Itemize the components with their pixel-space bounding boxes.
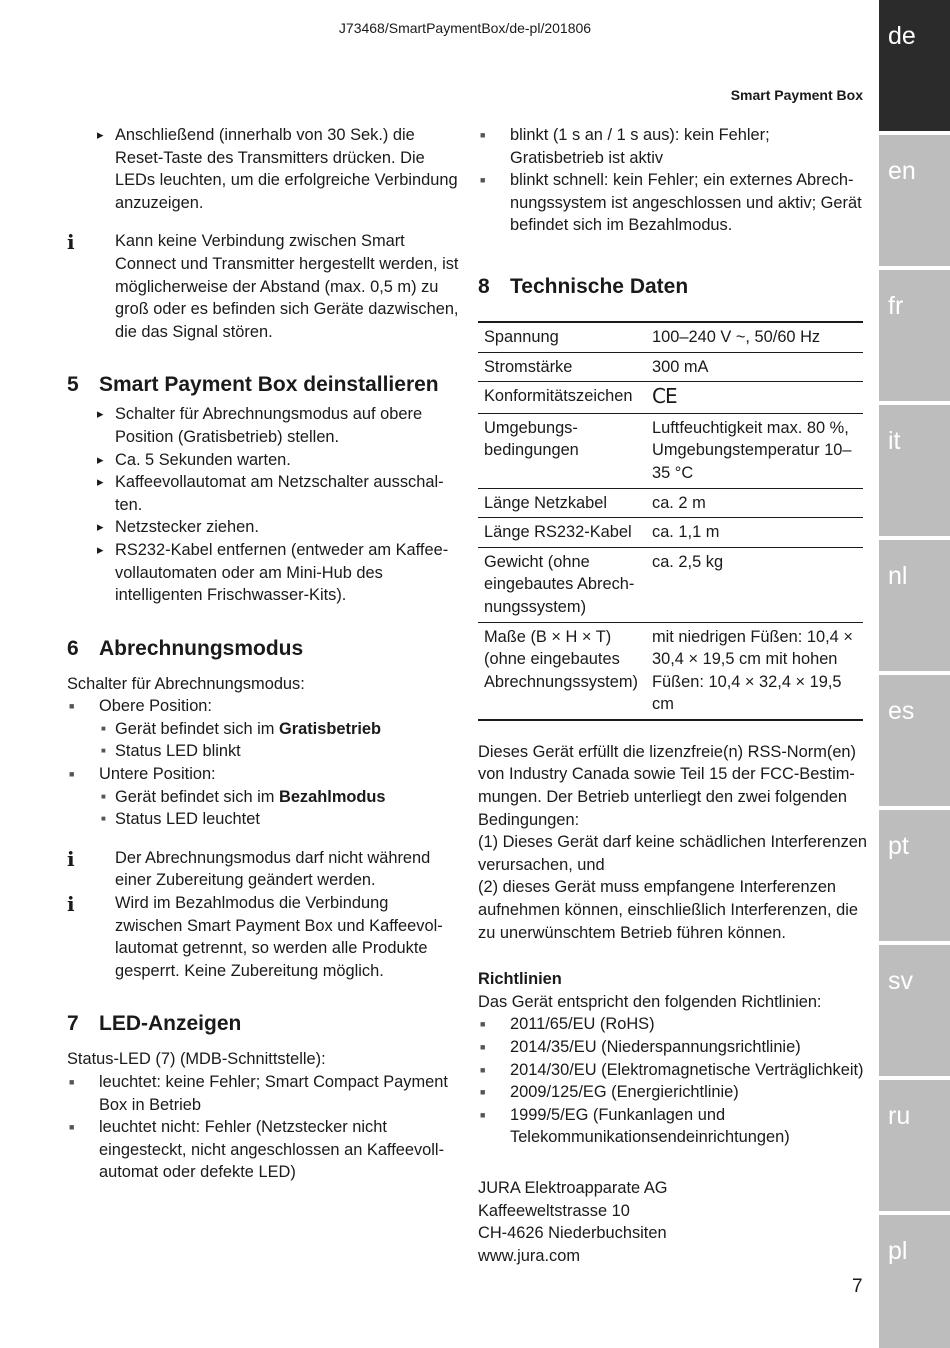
right-column (478, 124, 868, 1267)
spec-value: ca. 2,5 kg (646, 547, 863, 622)
sub-list-item: ■ Status LED blinkt (67, 740, 459, 763)
paragraph: (1) Dieses Gerät darf keine schädlichen Interferenzen verursachen, und (478, 833, 868, 874)
section-heading (67, 1010, 459, 1038)
ce-mark-icon: CE (652, 384, 677, 409)
section-heading (67, 635, 459, 663)
list-item: ■ Obere Position: (67, 695, 459, 718)
list-item: ■ 2014/30/EU (Elektromagnetische Verträglichkeit) (478, 1059, 868, 1082)
spec-key: Länge RS232-Kabel (478, 518, 646, 548)
info-icon: i (67, 230, 75, 255)
spec-key: Maße (B × H × T) (ohne eingebautes Abrechnungssystem) (478, 622, 646, 720)
spec-value: 100–240 V ~, 50/60 Hz (646, 322, 863, 352)
left-column (67, 124, 459, 1184)
section-heading (67, 371, 459, 399)
running-header-title: Smart Payment Box (730, 87, 863, 103)
sub-list-item: ■ Status LED leuchtet (67, 808, 459, 831)
spec-value: 300 mA (646, 352, 863, 382)
language-tabs (879, 0, 950, 1348)
list-item: ■ 2009/125/EG (Energierichtlinie) (478, 1081, 868, 1104)
section-title: Abrechnungsmodus (99, 636, 304, 660)
table-row (478, 518, 863, 548)
tab-language-pt[interactable]: pt (879, 810, 950, 941)
table-row (478, 547, 863, 622)
table-row (478, 413, 863, 488)
list-item: ■ leuchtet nicht: Fehler (Netzstecker nicht eingesteckt, nicht angeschlossen an Kaffeevollautomat oder defekte LED) (67, 1116, 459, 1184)
section-number: 6 (67, 636, 79, 660)
spec-key: Umgebungsbedingungen (478, 413, 646, 488)
tab-language-sv[interactable]: sv (879, 945, 950, 1076)
tab-language-de[interactable]: de (879, 0, 950, 131)
list-item: ■ 2011/65/EU (RoHS) (478, 1013, 868, 1036)
info-icon: i (67, 846, 75, 871)
info-note (67, 230, 459, 343)
spec-key: Stromstärke (478, 352, 646, 382)
section-number: 7 (67, 1012, 79, 1036)
instruction-step: ▸ Ca. 5 Sekunden warten. (67, 449, 459, 472)
instruction-step: ▸ Netzstecker ziehen. (67, 516, 459, 539)
instruction-step: ▸ RS232-Kabel entfernen (entweder am Kaffeevollautomaten oder am Mini-Hub des intelligenten Frischwasser-Kits). (67, 539, 459, 607)
tab-language-fr[interactable]: fr (879, 270, 950, 401)
sub-list-item-text: Gerät befindet sich im (115, 787, 279, 806)
tab-language-ru[interactable]: ru (879, 1080, 950, 1211)
section-number: 8 (478, 274, 490, 298)
table-row (478, 488, 863, 518)
address-line: CH-4626 Niederbuchsiten (478, 1224, 667, 1243)
spec-key: Gewicht (ohne eingebautes Abrechnungssystem) (478, 547, 646, 622)
tab-language-pl[interactable]: pl (879, 1215, 950, 1348)
tab-language-nl[interactable]: nl (879, 540, 950, 671)
sub-list-item-text: Gerät befindet sich im (115, 719, 279, 738)
section-title: LED-Anzeigen (99, 1012, 242, 1036)
list-item: ■ Untere Position: (67, 763, 459, 786)
sub-list-item (67, 786, 459, 809)
section-title: Technische Daten (510, 274, 689, 298)
instruction-step: ▸ Anschließend (innerhalb von 30 Sek.) die Reset-Taste des Transmitters drücken. Die LEDs leuchten, um die erfolgreiche Verbindung anzuzeigen. (67, 124, 459, 214)
spec-key: Konformitätszeichen (478, 382, 646, 414)
tab-language-en[interactable]: en (879, 135, 950, 266)
subsection-heading: Richtlinien (478, 970, 562, 989)
spec-value: mit niedrigen Füßen: 10,4 × 30,4 × 19,5 cm mit hohen Füßen: 10,4 × 32,4 × 19,5 cm (646, 622, 863, 720)
list-item: ■ 2014/35/EU (Niederspannungsrichtlinie) (478, 1036, 868, 1059)
info-note (67, 847, 459, 892)
tab-language-it[interactable]: it (879, 405, 950, 536)
website-link[interactable]: www.jura.com (478, 1246, 581, 1265)
spec-key: Spannung (478, 322, 646, 352)
info-note (67, 892, 459, 982)
section-number: 5 (67, 373, 79, 397)
bold-term: Gratisbetrieb (278, 719, 382, 738)
tab-language-es[interactable]: es (879, 675, 950, 806)
document-id: J73468/SmartPaymentBox/de-pl/201806 (338, 20, 592, 36)
address-line: Kaffeeweltstrasse 10 (478, 1201, 630, 1220)
info-icon: i (67, 892, 75, 917)
table-row (478, 382, 863, 414)
paragraph: Schalter für Abrechnungsmodus: (67, 674, 305, 693)
instruction-step: ▸ Kaffeevollautomat am Netzschalter ausschalten. (67, 471, 459, 516)
info-note-text: Der Abrechnungsmodus darf nicht während einer Zubereitung geändert werden. (115, 848, 431, 890)
paragraph: Dieses Gerät erfüllt die lizenzfreie(n) RSS-Norm(en) von Industry Canada sowie Teil 15 der FCC-Bestimmungen. Der Betrieb unterliegt den zwei folgenden Bedingungen: (478, 742, 857, 829)
specifications-table (478, 321, 863, 721)
spec-value (646, 382, 863, 414)
section-heading (478, 273, 868, 301)
page-number: 7 (852, 1276, 863, 1297)
info-note-text: Wird im Bezahlmodus die Verbindung zwischen Smart Payment Box und Kaffeevollautomat getrennt, so werden alle Produkte gesperrt. Keine Zubereitung möglich. (115, 894, 443, 980)
spec-value: ca. 1,1 m (646, 518, 863, 548)
spec-value: ca. 2 m (646, 488, 863, 518)
address-line: JURA Elektroapparate AG (478, 1178, 668, 1197)
section-title: Smart Payment Box deinstallieren (99, 373, 439, 397)
list-item: ■ 1999/5/EG (Funkanlagen und Telekommunikationsendeinrichtungen) (478, 1104, 868, 1149)
paragraph: Das Gerät entspricht den folgenden Richtlinien: (478, 992, 822, 1011)
sub-list-item (67, 718, 459, 741)
info-note-text: Kann keine Verbindung zwischen Smart Connect und Transmitter hergestellt werden, ist möglicherweise der Abstand (max. 0,5 m) zu groß oder es befinden sich Geräte dazwischen, die das Signal stören. (115, 232, 459, 341)
list-item: ■ leuchtet: keine Fehler; Smart Compact Payment Box in Betrieb (67, 1071, 459, 1116)
list-item: ■ blinkt (1 s an / 1 s aus): kein Fehler; Gratisbetrieb ist aktiv (478, 124, 868, 169)
spec-value: Luftfeuchtigkeit max. 80 %, Umgebungstemperatur 10–35 °C (646, 413, 863, 488)
spec-key: Länge Netzkabel (478, 488, 646, 518)
table-row (478, 352, 863, 382)
bold-term: Bezahlmodus (278, 787, 386, 806)
instruction-step: ▸ Schalter für Abrechnungsmodus auf obere Position (Gratisbetrieb) stellen. (67, 403, 459, 448)
list-item: ■ blinkt schnell: kein Fehler; ein externes Abrechnungssystem ist angeschlossen und aktiv; Gerät befindet sich im Bezahlmodus. (478, 169, 868, 237)
paragraph: Status-LED (7) (MDB-Schnittstelle): (67, 1050, 326, 1069)
table-row (478, 622, 863, 720)
paragraph: (2) dieses Gerät muss empfangene Interferenzen aufnehmen können, einschließlich Interferenzen, die zu unerwünschtem Betrieb führen können. (478, 878, 858, 942)
table-row (478, 322, 863, 352)
